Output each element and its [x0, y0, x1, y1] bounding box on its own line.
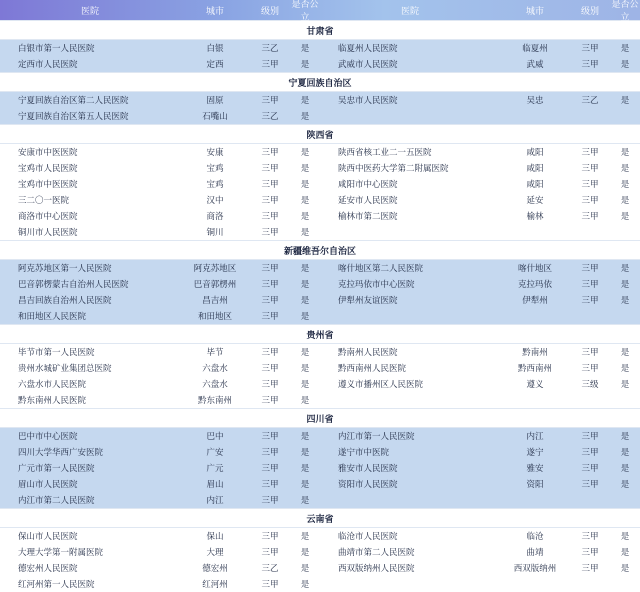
level-left: 三甲: [261, 532, 279, 542]
hospital-name-left: 安康市中医医院: [18, 148, 78, 158]
city-left: 安康: [206, 148, 224, 158]
public-left: 是: [300, 312, 310, 322]
level-left: 三甲: [261, 280, 279, 290]
public-left: 是: [300, 448, 310, 458]
hospital-name-left: 红河州第一人民医院: [18, 580, 95, 590]
hospital-name-left: 宁夏回族自治区第二人民医院: [18, 96, 129, 106]
level-right: 三甲: [581, 432, 599, 442]
city-right: 曲靖: [526, 548, 544, 558]
public-left: 是: [300, 280, 310, 290]
hospital-name-left: 大理大学第一附属医院: [18, 548, 104, 558]
level-right: 三甲: [581, 548, 599, 558]
hospital-name-right: 黔西南州人民医院: [338, 364, 407, 374]
province-heading: 陕西省: [0, 124, 640, 144]
hospital-name-right: 伊犁州友谊医院: [338, 296, 398, 306]
city-left: 黔东南州: [197, 396, 232, 406]
public-right: 是: [620, 148, 630, 158]
city-right: 伊犁州: [522, 296, 548, 306]
table-row: [0, 144, 640, 160]
city-left: 阿克苏地区: [193, 264, 237, 274]
header-hospital-right: 医院: [400, 6, 419, 17]
city-right: 延安: [526, 196, 544, 206]
hospital-name-left: 昌吉回族自治州人民医院: [18, 296, 112, 306]
city-left: 和田地区: [197, 312, 232, 322]
public-left: 是: [300, 148, 310, 158]
city-right: 咸阳: [526, 180, 544, 190]
hospital-name-right: 内江市第一人民医院: [338, 432, 415, 442]
city-left: 德宏州: [202, 564, 228, 574]
table-row: [0, 92, 640, 108]
city-right: 喀什地区: [517, 264, 552, 274]
hospital-name-left: 宁夏回族自治区第五人民医院: [18, 112, 129, 122]
hospital-name-left: 德宏州人民医院: [18, 564, 78, 574]
public-right: 是: [620, 212, 630, 222]
public-left: 是: [300, 296, 310, 306]
table-row: [0, 576, 640, 592]
table-body: [0, 20, 640, 592]
table-row: [0, 476, 640, 492]
city-right: 吴忠: [526, 96, 544, 106]
city-right: 资阳: [526, 480, 544, 490]
city-left: 巴音郭楞州: [193, 280, 237, 290]
hospital-name-left: 铜川市人民医院: [18, 228, 78, 238]
hospital-name-left: 广元市第一人民医院: [18, 464, 95, 474]
public-right: 是: [620, 364, 630, 374]
level-right: 三甲: [581, 296, 599, 306]
level-right: 三甲: [581, 464, 599, 474]
level-right: 三甲: [581, 364, 599, 374]
city-right: 内江: [526, 432, 544, 442]
level-left: 三甲: [261, 548, 279, 558]
public-left: 是: [300, 264, 310, 274]
city-left: 红河州: [202, 580, 228, 590]
table-row: [0, 108, 640, 124]
hospital-name-left: 保山市人民医院: [18, 532, 78, 542]
province-heading: 甘肃省: [0, 20, 640, 40]
table-row: [0, 224, 640, 240]
city-left: 定西: [206, 60, 224, 70]
hospital-name-right: 雅安市人民医院: [338, 464, 398, 474]
table-row: [0, 192, 640, 208]
level-left: 三甲: [261, 96, 279, 106]
table-row: [0, 160, 640, 176]
hospital-name-right: 曲靖市第二人民医院: [338, 548, 415, 558]
public-left: 是: [300, 164, 310, 174]
province-heading: 新疆维吾尔自治区: [0, 240, 640, 260]
city-left: 眉山: [206, 480, 224, 490]
level-right: 三甲: [581, 148, 599, 158]
level-left: 三甲: [261, 148, 279, 158]
hospital-name-right: 榆林市第二医院: [338, 212, 398, 222]
hospital-name-right: 咸阳市中心医院: [338, 180, 398, 190]
public-right: 是: [620, 164, 630, 174]
table-row: [0, 392, 640, 408]
hospital-name-right: 武威市人民医院: [338, 60, 398, 70]
public-left: 是: [300, 480, 310, 490]
table-row: [0, 560, 640, 576]
public-right: 是: [620, 348, 630, 358]
level-right: 三甲: [581, 532, 599, 542]
hospital-name-left: 三二〇一医院: [18, 196, 70, 206]
city-left: 广元: [206, 464, 224, 474]
hospital-name-left: 眉山市人民医院: [18, 480, 78, 490]
city-left: 宝鸡: [206, 180, 224, 190]
city-right: 遵义: [526, 380, 544, 390]
table-row: [0, 360, 640, 376]
hospital-name-right: 陕西省核工业二一五医院: [338, 148, 432, 158]
hospital-name-left: 宝鸡市中医医院: [18, 180, 78, 190]
public-left: 是: [300, 532, 310, 542]
level-right: 三甲: [581, 448, 599, 458]
city-left: 毕节: [206, 348, 224, 358]
table-row: [0, 308, 640, 324]
level-left: 三甲: [261, 496, 279, 506]
hospital-name-right: 遂宁市中医院: [338, 448, 390, 458]
city-right: 黔南州: [522, 348, 548, 358]
level-left: 三甲: [261, 432, 279, 442]
public-left: 是: [300, 464, 310, 474]
city-left: 内江: [206, 496, 224, 506]
public-left: 是: [300, 580, 310, 590]
level-right: 三甲: [581, 280, 599, 290]
city-left: 铜川: [206, 228, 224, 238]
level-left: 三甲: [261, 348, 279, 358]
city-left: 固原: [206, 96, 224, 106]
header-city-left: 城市: [205, 6, 224, 17]
hospital-name-left: 黔东南州人民医院: [18, 396, 87, 406]
public-right: 是: [620, 380, 630, 390]
public-right: 是: [620, 532, 630, 542]
level-left: 三甲: [261, 180, 279, 190]
level-left: 三甲: [261, 464, 279, 474]
level-left: 三甲: [261, 448, 279, 458]
table-row: [0, 492, 640, 508]
table-row: [0, 276, 640, 292]
level-right: 三乙: [581, 96, 599, 106]
hospital-name-right: 临沧市人民医院: [338, 532, 398, 542]
public-left: 是: [300, 548, 310, 558]
hospital-name-right: 资阳市人民医院: [338, 480, 398, 490]
header-public-right: 是否公立: [611, 0, 639, 23]
hospital-name-right: 遵义市播州区人民医院: [338, 380, 424, 390]
level-right: 三甲: [581, 180, 599, 190]
public-left: 是: [300, 180, 310, 190]
level-left: 三甲: [261, 60, 279, 70]
level-left: 三乙: [261, 44, 279, 54]
level-left: 三甲: [261, 364, 279, 374]
public-left: 是: [300, 496, 310, 506]
hospital-name-left: 定西市人民医院: [18, 60, 78, 70]
table-row: [0, 208, 640, 224]
hospital-name-left: 宝鸡市人民医院: [18, 164, 78, 174]
level-right: 三甲: [581, 564, 599, 574]
level-left: 三甲: [261, 264, 279, 274]
public-left: 是: [300, 196, 310, 206]
hospital-name-left: 商洛市中心医院: [18, 212, 78, 222]
table-row: [0, 376, 640, 392]
hospital-name-left: 巴音郭楞蒙古自治州人民医院: [18, 280, 129, 290]
header-hospital-left: 医院: [80, 6, 99, 17]
level-left: 三甲: [261, 296, 279, 306]
city-left: 汉中: [206, 196, 224, 206]
hospital-name-left: 毕节市第一人民医院: [18, 348, 95, 358]
hospital-name-right: 克拉玛依市中心医院: [338, 280, 415, 290]
city-right: 西双版纳州: [513, 564, 557, 574]
level-left: 三乙: [261, 564, 279, 574]
public-right: 是: [620, 480, 630, 490]
level-right: 三级: [581, 380, 599, 390]
hospital-name-left: 和田地区人民医院: [18, 312, 87, 322]
city-left: 大理: [206, 548, 224, 558]
city-left: 六盘水: [202, 380, 228, 390]
hospital-name-right: 喀什地区第二人民医院: [338, 264, 424, 274]
level-right: 三甲: [581, 196, 599, 206]
table-row: [0, 56, 640, 72]
public-left: 是: [300, 212, 310, 222]
level-left: 三乙: [261, 112, 279, 122]
table-row: [0, 428, 640, 444]
header-level-left: 级别: [260, 6, 279, 17]
level-right: 三甲: [581, 264, 599, 274]
city-right: 遂宁: [526, 448, 544, 458]
table-header: [0, 0, 640, 23]
hospital-name-right: 西双版纳州人民医院: [338, 564, 415, 574]
level-right: 三甲: [581, 480, 599, 490]
public-left: 是: [300, 60, 310, 70]
hospital-name-left: 贵州水城矿业集团总医院: [18, 364, 112, 374]
hospital-name-left: 白银市第一人民医院: [18, 44, 95, 54]
header-public-left: 是否公立: [291, 0, 319, 23]
province-heading: 贵州省: [0, 324, 640, 344]
table-row: [0, 544, 640, 560]
public-left: 是: [300, 44, 310, 54]
level-left: 三甲: [261, 164, 279, 174]
city-right: 咸阳: [526, 164, 544, 174]
public-right: 是: [620, 264, 630, 274]
level-left: 三甲: [261, 380, 279, 390]
city-left: 宝鸡: [206, 164, 224, 174]
table-row: [0, 460, 640, 476]
level-left: 三甲: [261, 312, 279, 322]
table-row: [0, 344, 640, 360]
table-row: [0, 40, 640, 56]
hospital-name-right: 延安市人民医院: [338, 196, 398, 206]
level-left: 三甲: [261, 212, 279, 222]
hospital-name-left: 四川大学华西广安医院: [18, 448, 104, 458]
hospital-name-left: 内江市第二人民医院: [18, 496, 95, 506]
level-left: 三甲: [261, 228, 279, 238]
province-heading: 云南省: [0, 508, 640, 528]
city-left: 商洛: [206, 212, 224, 222]
city-right: 黔西南州: [517, 364, 552, 374]
public-right: 是: [620, 44, 630, 54]
public-left: 是: [300, 228, 310, 238]
city-left: 石嘴山: [202, 112, 228, 122]
table-row: [0, 292, 640, 308]
city-left: 广安: [206, 448, 224, 458]
public-left: 是: [300, 564, 310, 574]
table-row: [0, 260, 640, 276]
public-right: 是: [620, 448, 630, 458]
public-left: 是: [300, 380, 310, 390]
hospital-name-left: 六盘水市人民医院: [18, 380, 87, 390]
city-right: 武威: [526, 60, 544, 70]
hospital-name-right: 吴忠市人民医院: [338, 96, 398, 106]
public-right: 是: [620, 548, 630, 558]
public-left: 是: [300, 96, 310, 106]
public-right: 是: [620, 432, 630, 442]
city-right: 雅安: [526, 464, 544, 474]
level-right: 三甲: [581, 164, 599, 174]
public-left: 是: [300, 432, 310, 442]
city-left: 六盘水: [202, 364, 228, 374]
level-left: 三甲: [261, 396, 279, 406]
city-left: 巴中: [206, 432, 224, 442]
level-left: 三甲: [261, 480, 279, 490]
public-left: 是: [300, 364, 310, 374]
hospital-name-right: 黔南州人民医院: [338, 348, 398, 358]
city-left: 白银: [206, 44, 224, 54]
level-left: 三甲: [261, 196, 279, 206]
table-row: [0, 528, 640, 544]
hospital-name-right: 陕西中医药大学第二附属医院: [338, 164, 449, 174]
public-right: 是: [620, 180, 630, 190]
header-city-right: 城市: [525, 6, 544, 17]
level-right: 三甲: [581, 212, 599, 222]
city-left: 保山: [206, 532, 224, 542]
level-right: 三甲: [581, 348, 599, 358]
public-right: 是: [620, 60, 630, 70]
level-left: 三甲: [261, 580, 279, 590]
province-heading: 四川省: [0, 408, 640, 428]
hospital-name-right: 临夏州人民医院: [338, 44, 398, 54]
header-level-right: 级别: [580, 6, 599, 17]
table-row: [0, 444, 640, 460]
table-row: [0, 176, 640, 192]
province-heading: 宁夏回族自治区: [0, 72, 640, 92]
public-right: 是: [620, 196, 630, 206]
city-right: 临夏州: [522, 44, 548, 54]
public-left: 是: [300, 348, 310, 358]
level-right: 三甲: [581, 44, 599, 54]
public-right: 是: [620, 280, 630, 290]
hospital-name-left: 巴中市中心医院: [18, 432, 78, 442]
city-right: 榆林: [526, 212, 544, 222]
level-right: 三甲: [581, 60, 599, 70]
public-left: 是: [300, 396, 310, 406]
city-right: 咸阳: [526, 148, 544, 158]
public-right: 是: [620, 296, 630, 306]
city-right: 临沧: [526, 532, 544, 542]
city-right: 克拉玛依: [517, 280, 552, 290]
public-right: 是: [620, 96, 630, 106]
public-right: 是: [620, 564, 630, 574]
hospital-name-left: 阿克苏地区第一人民医院: [18, 264, 112, 274]
city-left: 昌吉州: [202, 296, 228, 306]
public-left: 是: [300, 112, 310, 122]
public-right: 是: [620, 464, 630, 474]
